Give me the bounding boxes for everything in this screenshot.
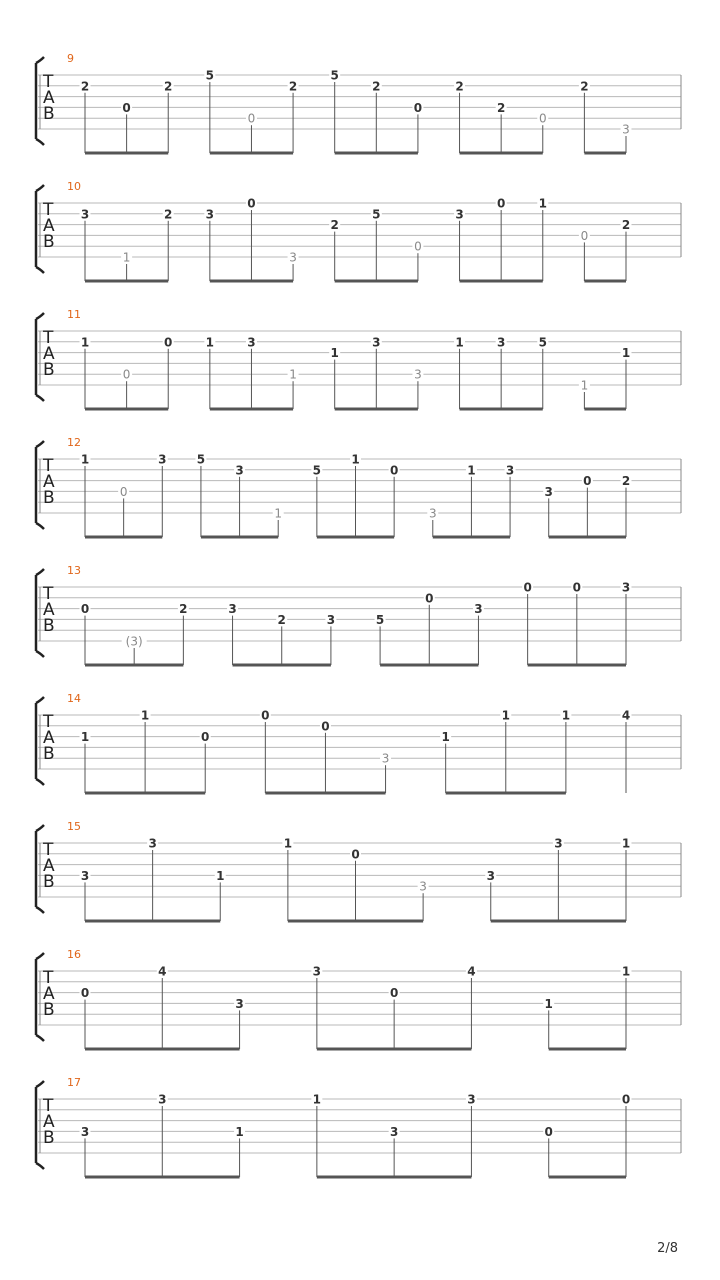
fret-number: 3 bbox=[414, 367, 422, 382]
tab-clef-letter: A bbox=[43, 472, 55, 492]
tab-clef-letter: T bbox=[43, 200, 54, 220]
fret-number: 0 bbox=[583, 474, 592, 489]
fret-number: 0 bbox=[119, 484, 128, 499]
fret-number: 1 bbox=[289, 367, 297, 382]
fret-number: 1 bbox=[283, 836, 293, 851]
fret-number: 1 bbox=[621, 346, 631, 361]
fret-number: 0 bbox=[80, 986, 90, 1001]
fret-number: 2 bbox=[277, 612, 286, 627]
fret-number: 3 bbox=[326, 612, 336, 627]
fret-number: 1 bbox=[501, 708, 510, 723]
fret-number: 1 bbox=[80, 335, 90, 350]
fret-number: 2 bbox=[580, 79, 589, 94]
fret-number: 1 bbox=[274, 506, 283, 521]
fret-number: 0 bbox=[544, 1124, 553, 1139]
fret-number: 2 bbox=[372, 79, 381, 94]
page-number: 2/8 bbox=[657, 1241, 678, 1256]
fret-number: 1 bbox=[205, 335, 215, 350]
fret-number: 4 bbox=[621, 708, 631, 723]
tab-clef-letter: B bbox=[43, 360, 55, 380]
fret-number: 5 bbox=[330, 68, 339, 83]
tab-clef-letter: B bbox=[43, 616, 55, 636]
fret-number: 1 bbox=[80, 452, 90, 467]
fret-number: 1 bbox=[561, 708, 571, 723]
fret-number: 0 bbox=[523, 580, 532, 595]
fret-number: 3 bbox=[419, 879, 427, 894]
fret-number: 0 bbox=[122, 367, 131, 382]
measure-number: 10 bbox=[67, 180, 81, 193]
measure-number: 9 bbox=[67, 52, 74, 65]
fret-number: 3 bbox=[496, 335, 506, 350]
measure-number: 15 bbox=[67, 820, 81, 833]
fret-number: 3 bbox=[554, 836, 563, 851]
measure-number: 17 bbox=[67, 1076, 81, 1089]
tab-clef-letter: A bbox=[43, 1112, 55, 1132]
fret-number: 1 bbox=[544, 996, 553, 1011]
tab-clef-letter: T bbox=[43, 712, 54, 732]
fret-number: 2 bbox=[621, 218, 631, 233]
measure-number: 11 bbox=[67, 308, 81, 321]
fret-number: 1 bbox=[330, 346, 339, 361]
fret-number: 3 bbox=[235, 996, 244, 1011]
fret-number: 3 bbox=[455, 207, 464, 222]
tab-clef-letter: B bbox=[43, 232, 55, 252]
fret-number: 2 bbox=[621, 474, 631, 489]
tab-clef-letter: B bbox=[43, 872, 55, 892]
fret-number: 0 bbox=[414, 239, 422, 254]
fret-number: 3 bbox=[228, 602, 237, 617]
fret-number: 4 bbox=[467, 964, 476, 979]
fret-number: 1 bbox=[580, 378, 589, 393]
fret-number: 3 bbox=[428, 506, 437, 521]
fret-number: 3 bbox=[622, 122, 630, 137]
fret-number: 0 bbox=[496, 196, 506, 211]
fret-number: 0 bbox=[572, 580, 581, 595]
tab-clef-letter: T bbox=[43, 1096, 54, 1116]
fret-number: 1 bbox=[235, 1124, 244, 1139]
fret-number: 3 bbox=[467, 1092, 476, 1107]
fret-number: 3 bbox=[505, 463, 515, 478]
fret-number: 3 bbox=[247, 335, 256, 350]
fret-number: 1 bbox=[216, 868, 225, 883]
fret-number: 3 bbox=[312, 964, 322, 979]
fret-number: 0 bbox=[621, 1092, 631, 1107]
fret-number: 3 bbox=[235, 463, 244, 478]
tab-clef-letter: A bbox=[43, 344, 55, 364]
tab-clef-letter: B bbox=[43, 104, 55, 124]
fret-number: 5 bbox=[196, 452, 206, 467]
tab-clef-letter: T bbox=[43, 328, 54, 348]
measure-number: 13 bbox=[67, 564, 81, 577]
tab-clef-letter: B bbox=[43, 488, 55, 508]
fret-number: 5 bbox=[372, 207, 381, 222]
fret-number: 3 bbox=[205, 207, 215, 222]
fret-number: 1 bbox=[455, 335, 464, 350]
fret-number: 1 bbox=[621, 836, 631, 851]
measure-number: 14 bbox=[67, 692, 81, 705]
fret-number: 3 bbox=[544, 484, 553, 499]
fret-number: 1 bbox=[441, 730, 450, 745]
measure-number: 16 bbox=[67, 948, 81, 961]
tab-clef-letter: A bbox=[43, 216, 55, 236]
fret-number: 5 bbox=[375, 612, 385, 627]
measure-number: 12 bbox=[67, 436, 81, 449]
fret-number: 0 bbox=[201, 730, 210, 745]
tab-clef-letter: A bbox=[43, 600, 55, 620]
fret-number: 4 bbox=[158, 964, 167, 979]
fret-number: 5 bbox=[312, 463, 322, 478]
fret-number: 3 bbox=[158, 452, 167, 467]
fret-number: 1 bbox=[351, 452, 360, 467]
fret-number: 3 bbox=[474, 602, 483, 617]
fret-number: 2 bbox=[179, 602, 188, 617]
fret-number: 0 bbox=[247, 111, 256, 126]
tab-clef-letter: B bbox=[43, 744, 55, 764]
fret-number: 2 bbox=[496, 100, 506, 115]
fret-number: 3 bbox=[80, 207, 90, 222]
tab-clef-letter: T bbox=[43, 456, 54, 476]
fret-number: 3 bbox=[158, 1092, 167, 1107]
tab-clef-letter: A bbox=[43, 88, 55, 108]
fret-number: 0 bbox=[351, 847, 360, 862]
tab-clef-letter: T bbox=[43, 584, 54, 604]
fret-number: 2 bbox=[288, 79, 298, 94]
fret-number: 3 bbox=[80, 1124, 90, 1139]
fret-number: 0 bbox=[247, 196, 256, 211]
fret-number: 0 bbox=[580, 228, 589, 243]
fret-number: 1 bbox=[621, 964, 631, 979]
fret-number: 1 bbox=[312, 1092, 322, 1107]
fret-number: 2 bbox=[164, 207, 173, 222]
fret-number: 0 bbox=[413, 100, 423, 115]
fret-number: 0 bbox=[425, 591, 434, 606]
tab-clef-letter: A bbox=[43, 856, 55, 876]
tab-clef-letter: A bbox=[43, 728, 55, 748]
tab-clef-letter: T bbox=[43, 968, 54, 988]
fret-number: 0 bbox=[389, 986, 399, 1001]
tab-clef-letter: B bbox=[43, 1000, 55, 1020]
fret-number: 5 bbox=[538, 335, 547, 350]
fret-number: 3 bbox=[148, 836, 157, 851]
fret-number: 3 bbox=[621, 580, 631, 595]
fret-number: 1 bbox=[140, 708, 150, 723]
tab-clef-letter: T bbox=[43, 840, 54, 860]
fret-number: 1 bbox=[80, 730, 90, 745]
fret-number: 0 bbox=[164, 335, 173, 350]
fret-number: 3 bbox=[486, 868, 495, 883]
fret-number: 0 bbox=[321, 719, 330, 734]
fret-number: 3 bbox=[289, 250, 297, 265]
fret-number: 3 bbox=[389, 1124, 399, 1139]
fret-number: 0 bbox=[389, 463, 399, 478]
fret-number: 2 bbox=[164, 79, 173, 94]
fret-number: 1 bbox=[467, 463, 476, 478]
tab-clef-letter: T bbox=[43, 72, 54, 92]
fret-number: 1 bbox=[538, 196, 547, 211]
fret-number: 2 bbox=[330, 218, 339, 233]
tab-clef-letter: B bbox=[43, 1128, 55, 1148]
fret-number: (3) bbox=[125, 634, 143, 649]
tab-clef-letter: A bbox=[43, 984, 55, 1004]
fret-number: 3 bbox=[372, 335, 381, 350]
fret-number: 0 bbox=[261, 708, 270, 723]
fret-number: 5 bbox=[205, 68, 215, 83]
fret-number: 3 bbox=[80, 868, 90, 883]
fret-number: 2 bbox=[80, 79, 90, 94]
fret-number: 0 bbox=[80, 602, 90, 617]
fret-number: 0 bbox=[122, 100, 131, 115]
fret-number: 1 bbox=[122, 250, 131, 265]
fret-number: 2 bbox=[455, 79, 464, 94]
fret-number: 3 bbox=[381, 751, 390, 766]
fret-number: 0 bbox=[538, 111, 547, 126]
